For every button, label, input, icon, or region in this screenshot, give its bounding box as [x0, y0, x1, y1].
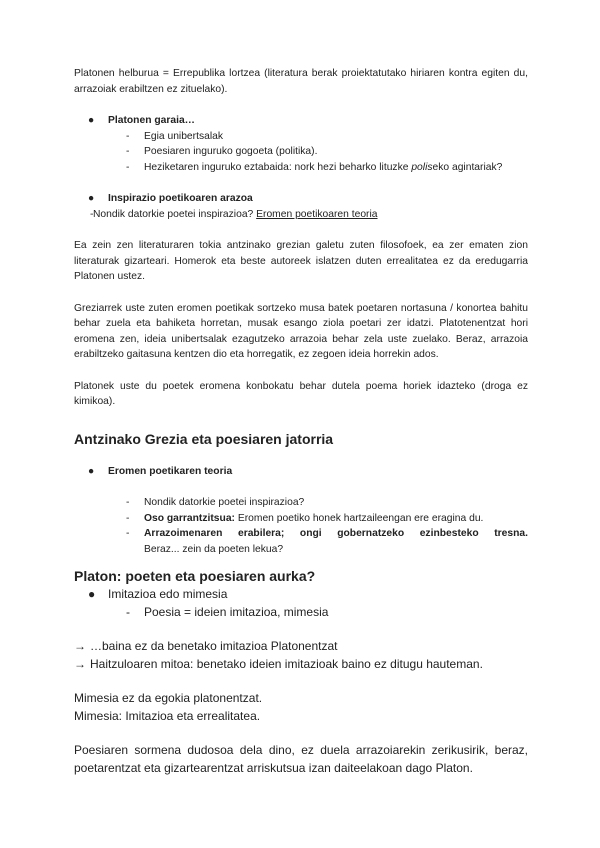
- bullet-icon: ●: [88, 587, 96, 601]
- dash-icon: -: [126, 497, 130, 508]
- eromen-item-3-text: Beraz... zein da poeten lekua?: [144, 543, 284, 555]
- bullet-icon: ●: [88, 193, 95, 204]
- mimesia-line-1: Mimesia ez da egokia platonentzat.: [74, 691, 263, 705]
- final-paragraph: Poesiaren sormena dudosoa dela dino, ez duela arrazoiarekin zerikusirik, beraz, poetarentzat eta gizartearentzat arriskutsua izan daiteelakoan dago Platon.: [74, 743, 528, 775]
- list-item: [74, 511, 528, 527]
- dash-icon: -: [126, 161, 130, 173]
- arrow-line-1: [74, 637, 528, 655]
- list-item: [74, 495, 528, 511]
- list-item: [74, 129, 528, 145]
- bullet-icon: ●: [88, 115, 95, 126]
- mimesis-bullet-text: Imitazioa edo mimesia: [108, 587, 228, 601]
- arrow-text-1: …baina ez da benetako imitazioa Platonentzat: [90, 639, 338, 653]
- eromen-item-2-bold: Oso garrantzitsua:: [144, 512, 235, 524]
- garaia-title: Platonen garaia…: [108, 115, 195, 126]
- eromen-item-3-bold: Arrazoimenaren erabilera; ongi gobernatzeko ezinbesteko tresna.: [144, 528, 528, 539]
- eromen-item-1: Nondik datorkie poetei inspirazioa?: [144, 497, 305, 508]
- mimesia-line-2: Mimesia: Imitazioa eta errealitatea.: [74, 709, 261, 723]
- list-item: [74, 144, 528, 160]
- arrow-line-2: [74, 655, 528, 673]
- dash-icon: -: [126, 528, 130, 539]
- eromen-title: Eromen poetikaren teoria: [108, 465, 233, 477]
- list-item: [74, 603, 528, 621]
- dash-icon: -: [126, 130, 130, 142]
- mimesis-sub: Poesia = ideien imitazioa, mimesia: [144, 605, 329, 619]
- list-item: [74, 160, 528, 176]
- section-heading-platon: Platon: poeten eta poesiaren aurka?: [74, 568, 316, 584]
- dash-icon: -: [90, 208, 94, 220]
- eromen-item-2-text: Eromen poetiko honek hartzaileengan ere eragina du.: [234, 512, 484, 524]
- dash-icon: -: [126, 146, 130, 157]
- intro-paragraph: Platonen helburua = Errepublika lortzea (literatura berak proiektatutako hiriaren kontra egiten du, arrazoiak erabiltzen ez zituelako).: [74, 68, 528, 95]
- garaia-bullet: [74, 113, 528, 129]
- paragraph-2: Greziarrek uste zuten eromen poetikak sortzeko musa batek poetaren nortasuna / konortea bahitu behar zuela eta bahiketa horretan, musak esango ziola poetari zer idatzi. Platotenentzat hori eromena zen, ideia unibertsalak ezagutzeko arrazoia behar zela uste zuelako. Beraz, arrazoia erabiltzeko gaitasuna kentzen dio eta horregatik, ez zegoen ideia horrekin ados.: [74, 302, 528, 360]
- garaia-item-1: Egia unibertsalak: [144, 130, 223, 142]
- section-heading-grezia: Antzinako Grezia eta poesiaren jatorria: [74, 430, 334, 447]
- arrow-right-icon: →: [74, 639, 86, 653]
- list-item: [74, 207, 528, 223]
- inspirazio-bullet: [74, 191, 528, 207]
- list-item: [74, 526, 528, 557]
- eromen-bullet: [74, 464, 528, 480]
- paragraph-3: Platonek uste du poetek eromena konbokatu behar dutela poema horiek idazteko (droga ez kimikoa).: [74, 380, 528, 407]
- eromen-link[interactable]: Eromen poetikoaren teoria: [256, 208, 378, 220]
- mimesis-bullet: [74, 585, 528, 603]
- garaia-item-3-italic: polis: [411, 161, 433, 173]
- garaia-item-3: Heziketaren inguruko eztabaida: nork hezi beharko lituzke: [144, 161, 409, 173]
- inspirazio-title: Inspirazio poetikoaren arazoa: [108, 193, 253, 204]
- garaia-item-2: Poesiaren inguruko gogoeta (politika).: [144, 146, 318, 157]
- bullet-icon: ●: [88, 465, 95, 477]
- dash-icon: -: [126, 512, 130, 524]
- arrow-right-icon: →: [74, 657, 86, 671]
- inspirazio-item: Nondik datorkie poetei inspirazioa?: [93, 208, 254, 220]
- dash-icon: -: [126, 605, 130, 619]
- document-page: [74, 66, 528, 777]
- paragraph-1: Ea zein zen literaturaren tokia antzinako grezian galetu zuten filosofoek, ea zer ematen zion literaturak gizarteari. Homerok eta beste autoreek islatzen duten errealitatea ez da eredugarria Platonen ustez.: [74, 240, 528, 282]
- garaia-item-3-end: eko agintariak?: [432, 161, 503, 173]
- arrow-text-2: Haitzuloaren mitoa: benetako ideien imitazioak baino ez ditugu hauteman.: [90, 657, 483, 671]
